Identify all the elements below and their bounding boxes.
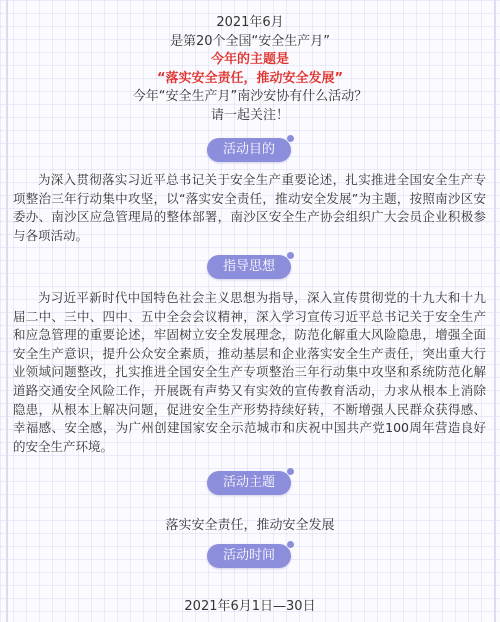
intro-question: 今年“安全生产月”南沙安协有什么活动？ [132, 89, 368, 104]
section-title-guiding: 指导思想 [207, 255, 291, 279]
intro-event-line: 是第20个全国“安全生产月” [169, 33, 330, 49]
intro-call-to-action: 请一起关注！ [210, 107, 289, 123]
intro-block [0, 14, 500, 125]
guiding-paragraph: 为习近平新时代中国特色社会主义思想为指导，深入宣传贯彻党的十九大和十九届二中、三中、四中、五中全会会议精神，深入学习宣传习近平总书记关于安全生产和应急管理的重要论述，牢固树立安全发展理念，防范化解重大风险隐患，增强全面安全生产意识，提升公众安全素质，推动基层和企业落实安全生产责任，突出重大行业领域问题整改，扎实推进全国安全生产专项整治三年行动集中攻坚和系统防范化解道路交通安全风险工作，开展既有声势又有实效的宣传教育活动，力求从根本上消除隐患，从根本上解决问题，促进安全生产形势持续好转，不断增强人民群众获得感、幸福感、安全感，为广州创建国家安全示范城市和庆祝中国共产党100周年营造良好的安全生产环境。 [13, 290, 486, 454]
intro-date: 2021年6月 [216, 15, 284, 30]
intro-theme-lead: 今年的主题是 [210, 52, 289, 67]
intro-theme-slogan: “落实安全责任，推动安全发展” [156, 70, 344, 86]
theme-text: 落实安全责任，推动安全发展 [165, 518, 335, 533]
time-text: 2021年6月1日—30日 [184, 599, 316, 614]
section-title-purpose: 活动目的 [207, 138, 291, 162]
purpose-paragraph: 为深入贯彻落实习近平总书记关于安全生产重要论述，扎实推进全国安全生产专项整治三年行动集中攻坚，以“落实安全责任，推动安全发展”为主题，按照南沙区安委办、南沙区应急管理局的整体部署，南沙区安全生产协会组织广大会员企业积极参与各项活动。 [13, 172, 486, 243]
section-title-time: 活动时间 [207, 544, 291, 568]
section-title-theme: 活动主题 [207, 471, 291, 495]
